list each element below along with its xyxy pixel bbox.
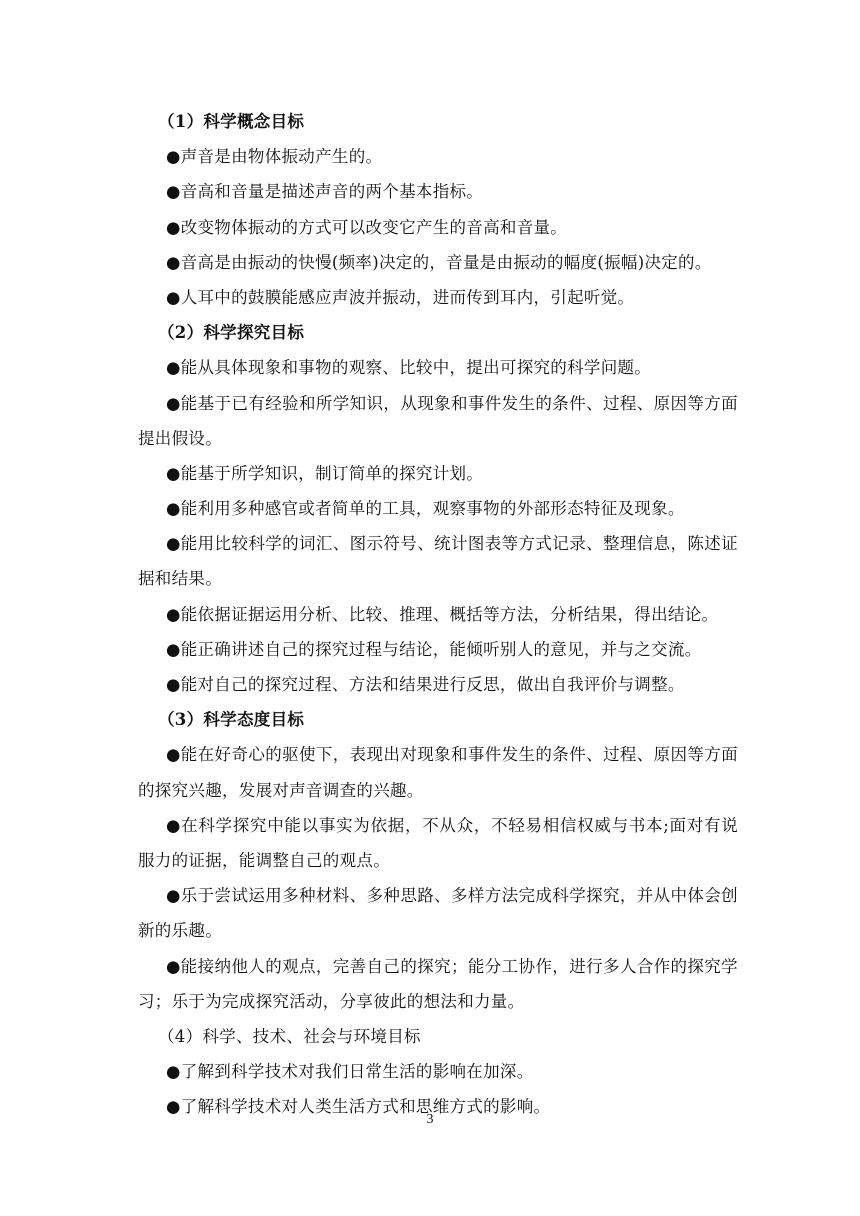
page-content bbox=[138, 104, 738, 1125]
section-heading-science-concepts: （1）科学概念目标 bbox=[158, 112, 305, 131]
bullet-item: ●能基于已有经验和所学知识，从现象和事件发生的条件、过程、原因等方面提出假设。 bbox=[138, 393, 738, 448]
section-heading-science-inquiry: （2）科学探究目标 bbox=[158, 323, 305, 343]
bullet-item: ●能接纳他人的观点，完善自己的探究；能分工协作，进行多人合作的探究学习；乐于为完成探究活动，分享彼此的想法和力量。 bbox=[138, 956, 738, 1011]
bullet-item: ●人耳中的鼓膜能感应声波并振动，进而传到耳内，引起听觉。 bbox=[166, 287, 635, 307]
bullet-item: ●能依据证据运用分析、比较、推理、概括等方法，分析结果，得出结论。 bbox=[166, 604, 719, 624]
bullet-item: ●乐于尝试运用多种材料、多种思路、多样方法完成科学探究，并从中体会创新的乐趣。 bbox=[138, 886, 738, 941]
bullet-item: ●在科学探究中能以事实为依据，不从众，不轻易相信权威与书本;面对有说服力的证据，能调整自己的观点。 bbox=[138, 815, 738, 871]
bullet-item: ●能在好奇心的驱使下，表现出对现象和事件发生的条件、过程、原因等方面的探究兴趣，发展对声音调查的兴趣。 bbox=[138, 745, 738, 800]
bullet-item: ●声音是由物体振动产生的。 bbox=[166, 147, 383, 167]
page-number: 3 bbox=[426, 1112, 434, 1127]
bullet-item: ●能正确讲述自己的探究过程与结论，能倾听别人的意见，并与之交流。 bbox=[166, 639, 702, 659]
bullet-item: ●能利用多种感官或者简单的工具，观察事物的外部形态特征及现象。 bbox=[166, 499, 685, 519]
bullet-item: ●音高和音量是描述声音的两个基本指标。 bbox=[166, 182, 484, 202]
bullet-item: ●能基于所学知识，制订简单的探究计划。 bbox=[166, 463, 484, 483]
bullet-item: ●改变物体振动的方式可以改变它产生的音高和音量。 bbox=[166, 217, 568, 237]
bullet-item: ●了解到科学技术对我们日常生活的影响在加深。 bbox=[166, 1062, 534, 1082]
section-heading-science-attitude: （3）科学态度目标 bbox=[158, 710, 305, 730]
bullet-item: ●了解科学技术对人类生活方式和思维方式的影响。 bbox=[166, 1097, 551, 1117]
bullet-item: ●音高是由振动的快慢(频率)决定的，音量是由振动的幅度(振幅)决定的。 bbox=[166, 252, 712, 272]
section-heading-stse: （4）科学、技术、社会与环境目标 bbox=[158, 1027, 421, 1047]
bullet-item: ●能对自己的探究过程、方法和结果进行反思，做出自我评价与调整。 bbox=[166, 675, 685, 695]
bullet-item: ●能用比较科学的词汇、图示符号、统计图表等方式记录、整理信息，陈述证据和结果。 bbox=[138, 534, 738, 589]
bullet-item: ●能从具体现象和事物的观察、比较中，提出可探究的科学问题。 bbox=[166, 358, 652, 378]
